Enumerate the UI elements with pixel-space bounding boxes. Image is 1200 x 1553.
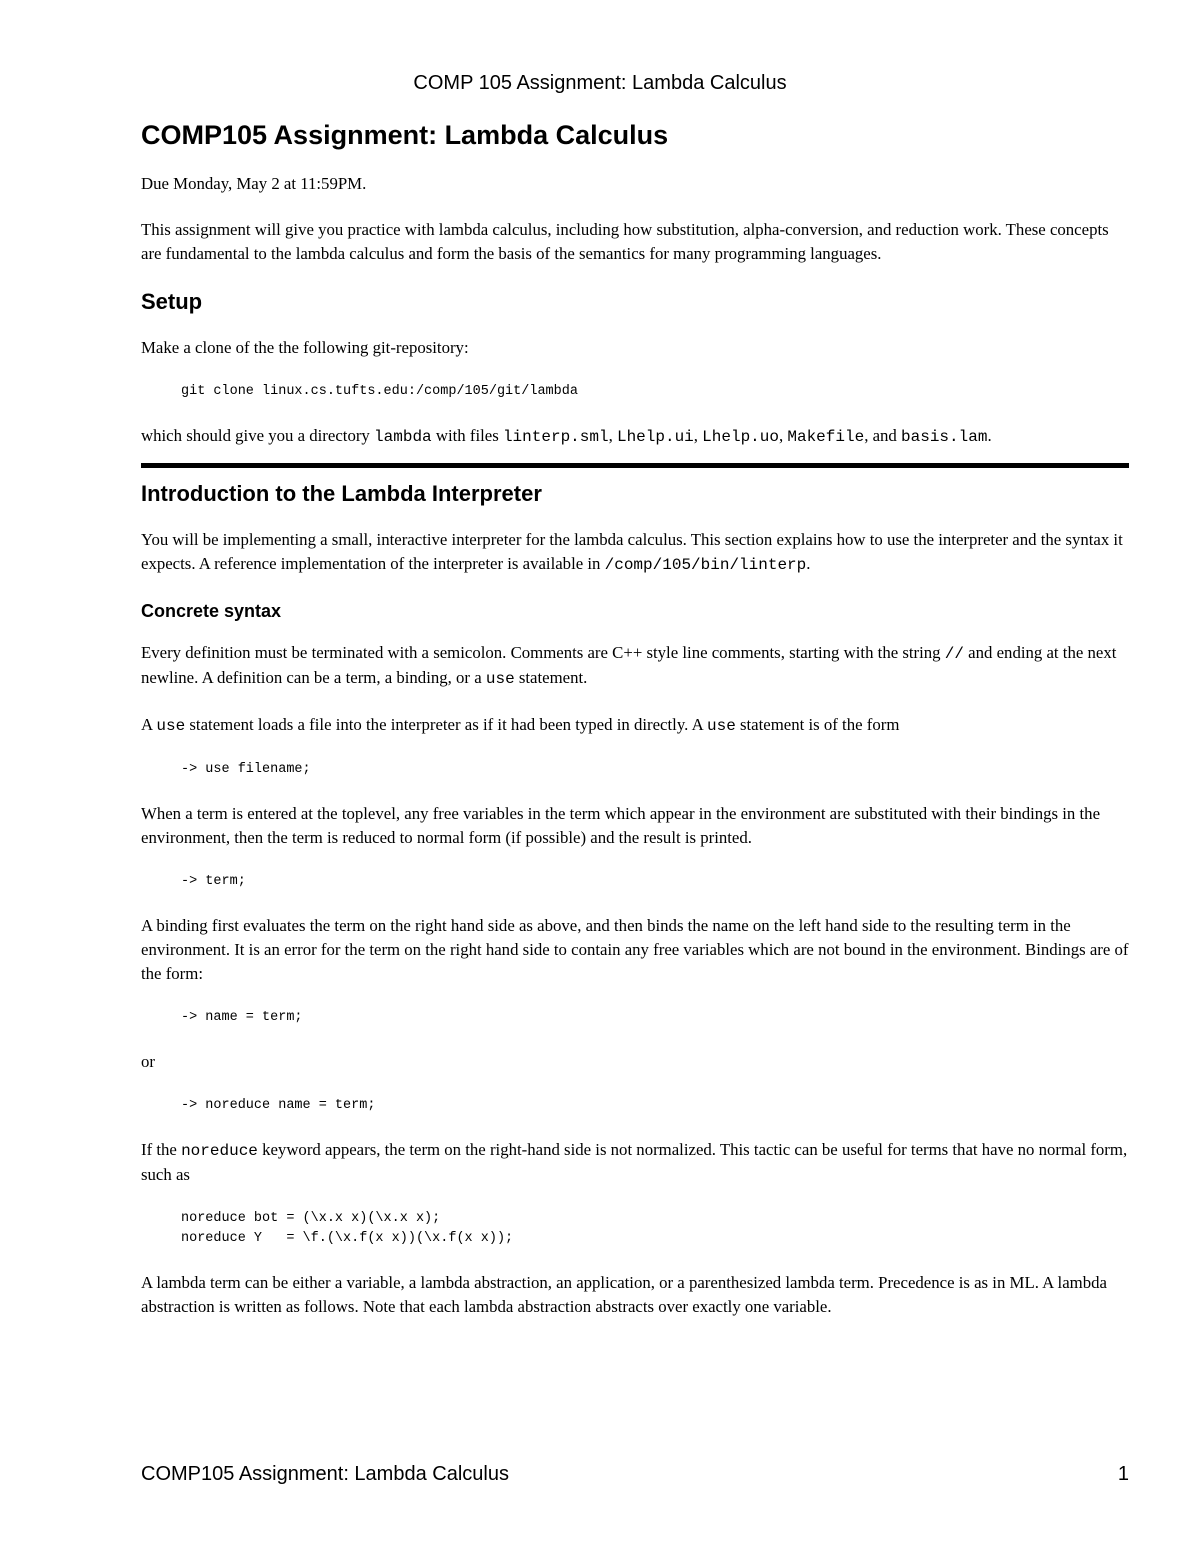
text-span: . xyxy=(987,426,992,445)
intro-paragraph: This assignment will give you practice with lambda calculus, including how substitution, alpha-conversion, and reduction work. These concepts are fundamental to the lambda calculus and form the basis of the semantics for many programming languages. xyxy=(141,220,1109,263)
text-span: which should give you a directory xyxy=(141,426,375,445)
setup-paragraph: Make a clone of the the following git-repository: xyxy=(141,338,469,357)
text-span: . xyxy=(806,554,811,573)
binding-paragraph: A binding first evaluates the term on the right hand side as above, and then binds the name on the left hand side to the resulting term in the environment. It is an error for the term on the right hand side to contain any free variables which are not bound in the environment. Bindings are of the form: xyxy=(141,916,1129,983)
page-number: 1 xyxy=(1117,1463,1129,1485)
interpreter-heading: Introduction to the Lambda Interpreter xyxy=(141,481,542,506)
concrete-syntax-heading: Concrete syntax xyxy=(141,601,282,621)
text-span: , xyxy=(693,426,703,445)
document-body xyxy=(141,112,1129,1341)
due-date: Due Monday, May 2 at 11:59PM. xyxy=(141,174,367,193)
code-block: noreduce bot = (\x.x x)(\x.x x); noreduce Y = \f.(\x.f(x x))(\x.f(x x)); xyxy=(181,1211,514,1246)
inline-code: use xyxy=(706,717,736,735)
running-footer xyxy=(141,1463,1129,1486)
inline-code: use xyxy=(485,670,515,688)
text-span: Every definition must be terminated with a semicolon. Comments are C++ style line comments, starting with the string xyxy=(141,643,945,662)
file-name: Lhelp.ui xyxy=(616,428,694,446)
text-span: with files xyxy=(431,426,503,445)
use-statement-paragraph xyxy=(141,713,1129,738)
text-span: and ending at the next newline. A definition can be a term, a binding, or a xyxy=(141,643,1117,687)
text-span: A xyxy=(141,715,157,734)
text-span: statement loads a file into the interpreter as if it had been typed in directly. A xyxy=(185,715,707,734)
interpreter-path: /comp/105/bin/linterp xyxy=(604,556,807,574)
noreduce-paragraph xyxy=(141,1138,1129,1187)
toplevel-term-paragraph: When a term is entered at the toplevel, any free variables in the term which appear in the environment are substituted with their bindings in the environment, then the term is reduced to normal form (if possible) and the result is printed. xyxy=(141,804,1101,847)
footer-title: COMP105 Assignment: Lambda Calculus xyxy=(141,1463,509,1485)
text-span: statement is of the form xyxy=(735,715,900,734)
code-block: -> noreduce name = term; xyxy=(181,1098,376,1113)
git-clone-command: git clone linux.cs.tufts.edu:/comp/105/git/lambda xyxy=(181,384,578,399)
file-name: basis.lam xyxy=(901,428,988,446)
inline-code: // xyxy=(944,645,964,663)
lambda-term-paragraph: A lambda term can be either a variable, a lambda abstraction, an application, or a parenthesized lambda term. Precedence is as in ML. A lambda abstraction is written as follows. Note that each lambda abstraction abstracts over exactly one variable. xyxy=(141,1273,1107,1316)
text-span: , xyxy=(778,426,788,445)
interpreter-paragraph xyxy=(141,528,1129,577)
dir-name: lambda xyxy=(374,428,432,446)
text-span: You will be implementing a small, interactive interpreter for the lambda calculus. This section explains how to use the interpreter and the syntax it expects. A reference implementation of the interpreter is available in xyxy=(141,530,1123,573)
setup-heading: Setup xyxy=(141,289,203,314)
file-name: Lhelp.uo xyxy=(702,428,779,446)
running-header: COMP 105 Assignment: Lambda Calculus xyxy=(413,72,787,94)
file-name: linterp.sml xyxy=(502,428,609,446)
or-text: or xyxy=(141,1052,155,1071)
definition-paragraph xyxy=(141,641,1129,691)
page-title: COMP105 Assignment: Lambda Calculus xyxy=(141,120,669,150)
text-span: , and xyxy=(864,426,902,445)
text-span: keyword appears, the term on the right-hand side is not normalized. This tactic can be useful for terms that have no normal form, such as xyxy=(141,1140,1128,1184)
section-divider xyxy=(141,463,1129,468)
setup-files-paragraph xyxy=(141,424,1129,449)
code-block: -> name = term; xyxy=(181,1010,303,1025)
text-span: If the xyxy=(141,1140,182,1159)
code-block: -> use filename; xyxy=(181,762,311,777)
file-name: Makefile xyxy=(787,428,865,446)
inline-code: use xyxy=(156,717,186,735)
inline-code: noreduce xyxy=(181,1142,258,1160)
code-block: -> term; xyxy=(181,874,246,889)
text-span: statement. xyxy=(514,668,588,687)
text-span: , xyxy=(608,426,617,445)
